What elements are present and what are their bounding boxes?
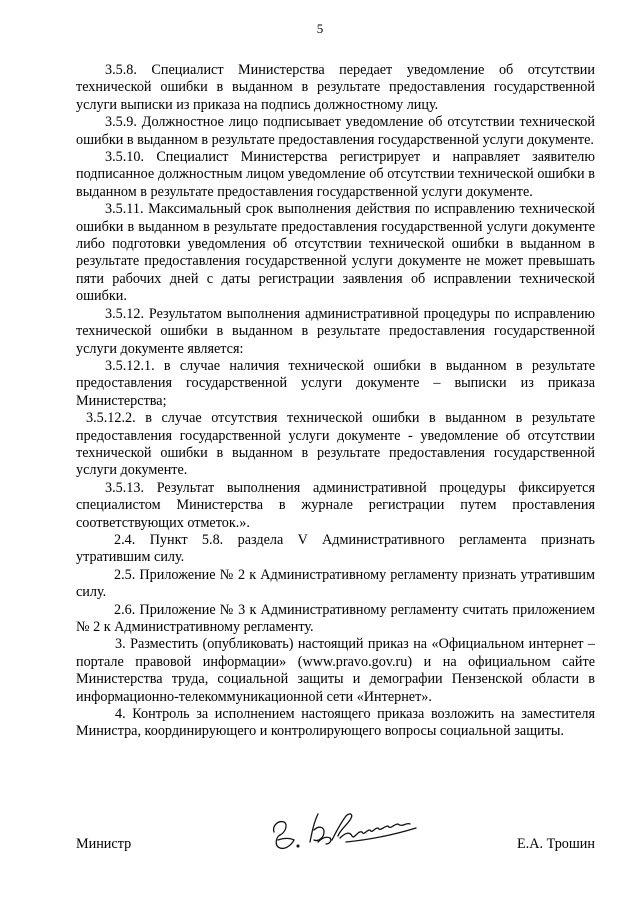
paragraph-3-5-13: 3.5.13. Результат выполнения административной процедуры фиксируется специалистом Министерства в журнале регистрации путем проставления соответствующих отметок.». [76, 479, 595, 531]
paragraph-3: 3. Разместить (опубликовать) настоящий приказ на «Официальном интернет – портале правовой информации» (www.pravo.gov.ru) и на официальном сайте Министерства труда, социальной защиты и демографии Пензенской области в информационно-телекоммуникационной сети «Интернет». [76, 636, 595, 705]
paragraph-3-5-12-2: 3.5.12.2. в случае отсутствия технической ошибки в выданном в результате предоставления государственной услуги документе - уведомление об отсутствии технической ошибки в выданном в результате предоставления государственной услуги документе. [76, 410, 595, 479]
paragraph-4: 4. Контроль за исполнением настоящего приказа возложить на заместителя Министра, координирующего и контролирующего вопросы социальной защиты. [76, 706, 595, 740]
paragraph-3-5-10: 3.5.10. Специалист Министерства регистрирует и направляет заявителю подписанное должностным лицом уведомление об отсутствии технической ошибки в выданном в результате предоставления государственной услуги документе. [76, 149, 595, 200]
paragraph-3-5-8: 3.5.8. Специалист Министерства передает уведомление об отсутствии технической ошибки в выданном в результате предоставления государственной услуги выписки из приказа на подпись должностному лицу. [76, 62, 595, 113]
paragraph-3-5-12-1: 3.5.12.1. в случае наличия технической ошибки в выданном в результате предоставления государственной услуги документе – выписки из приказа Министерства; [76, 357, 595, 409]
signature-row [76, 836, 595, 866]
paragraph-2-5: 2.5. Приложение № 2 к Административному регламенту признать утратившим силу. [76, 566, 595, 601]
signatory-name: Е.А. Трошин [517, 836, 595, 852]
page-number: 5 [316, 21, 324, 36]
paragraph-3-5-11: 3.5.11. Максимальный срок выполнения действия по исправлению технической ошибки в выданном в результате предоставления государственной услуги документе либо подготовки уведомления об отсутствии технической ошибки в выданном в результате предоставления государственной услуги документе не может превышать пяти рабочих дней с даты регистрации заявления об исправлении технической ошибки. [76, 201, 595, 305]
paragraph-3-5-12: 3.5.12. Результатом выполнения административной процедуры по исправлению технической ошибки в выданном в результате предоставления государственной услуги документе является: [76, 305, 595, 357]
paragraph-3-5-9: 3.5.9. Должностное лицо подписывает уведомление об отсутствии технической ошибки в выданном в результате предоставления государственной услуги документе. [76, 114, 595, 148]
document-body [76, 62, 595, 741]
handwritten-signature [266, 802, 426, 858]
paragraph-2-6: 2.6. Приложение № 3 к Административному регламенту считать приложением № 2 к Административному регламенту. [76, 601, 595, 635]
paragraph-2-4: 2.4. Пункт 5.8. раздела V Административного регламента признать утратившим силу. [76, 531, 595, 566]
signatory-position: Министр [76, 836, 132, 852]
